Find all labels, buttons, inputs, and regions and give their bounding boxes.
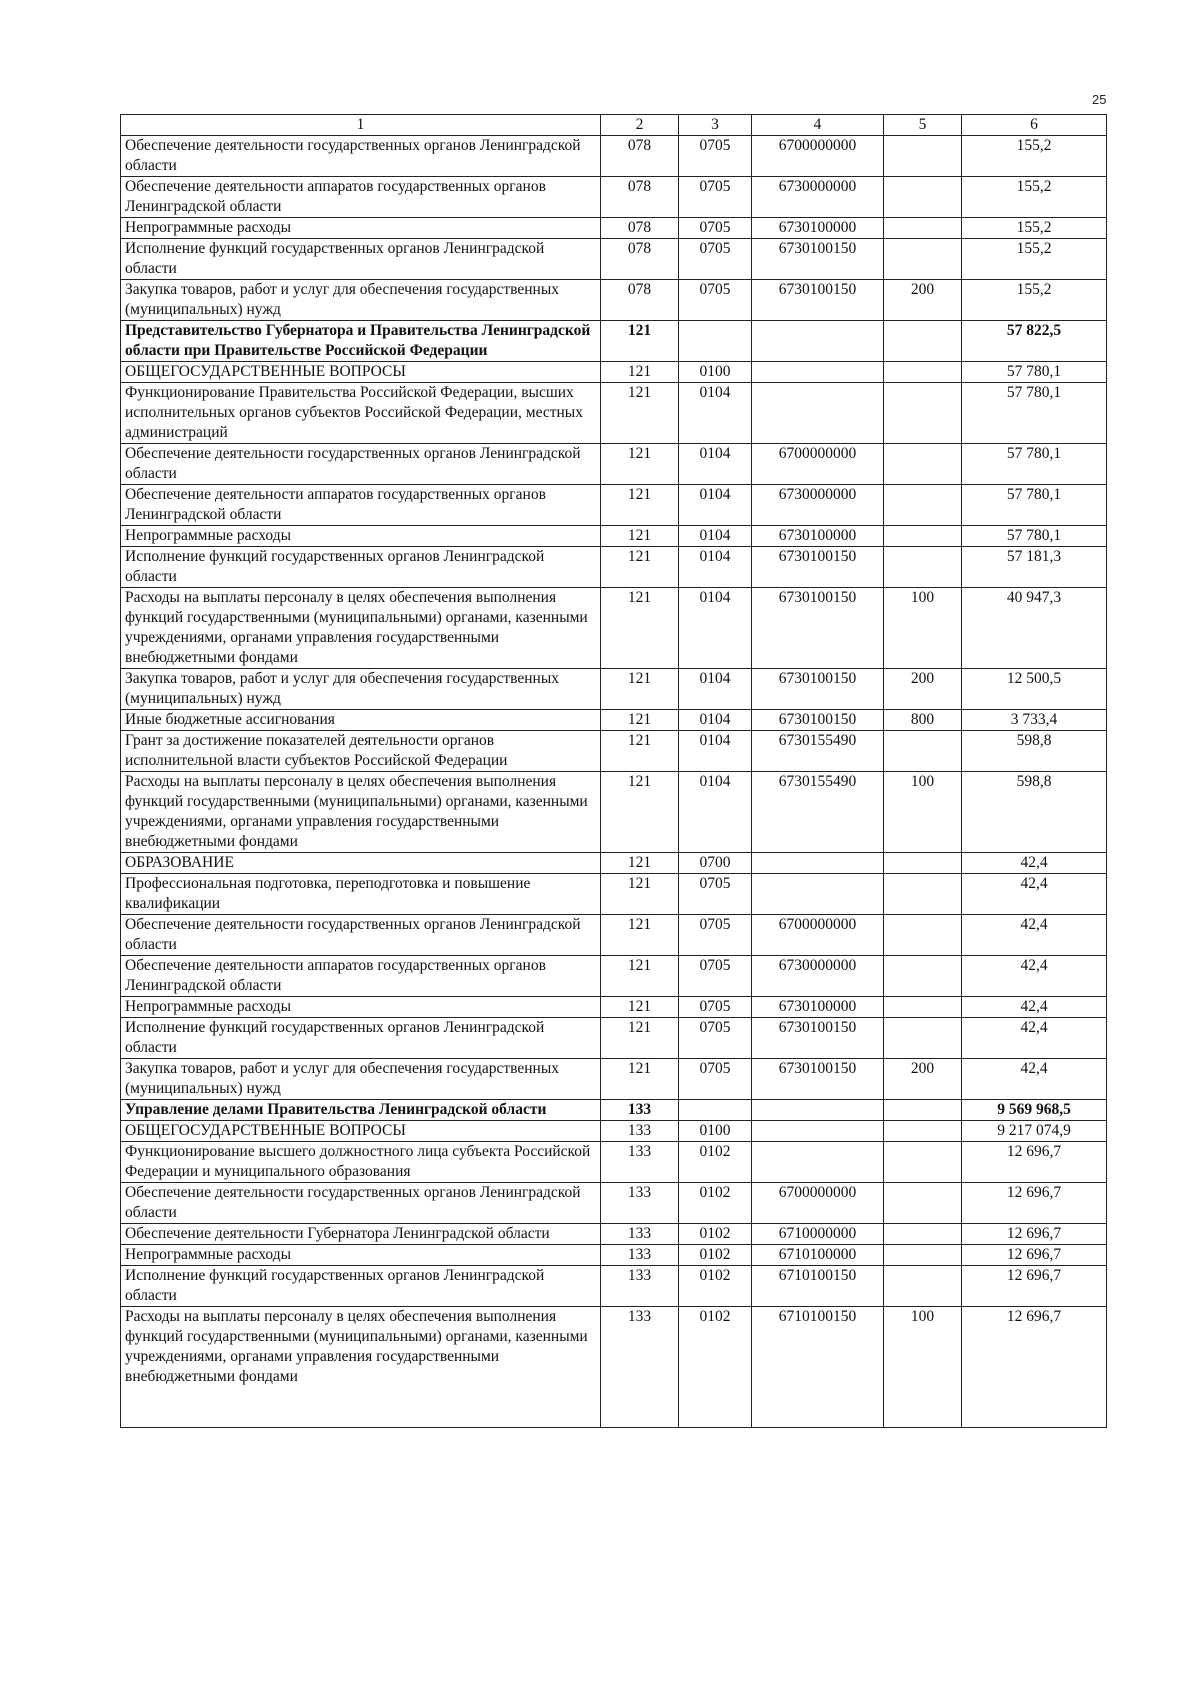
row-expense-type-cell — [884, 218, 962, 239]
row-target-article-cell — [752, 853, 884, 874]
table-row — [121, 136, 1107, 177]
header-col-4: 4 — [752, 115, 884, 136]
row-expense-type-cell: 100 — [884, 772, 962, 853]
row-target-article-cell: 6710100150 — [752, 1307, 884, 1428]
row-section-cell: 0705 — [679, 956, 752, 997]
row-target-article-cell: 6710000000 — [752, 1224, 884, 1245]
row-code-cell: 121 — [601, 362, 679, 383]
row-expense-type-cell — [884, 321, 962, 362]
row-expense-type-cell — [884, 731, 962, 772]
row-amount-cell: 598,8 — [962, 731, 1107, 772]
row-expense-type-cell — [884, 444, 962, 485]
row-name-cell: Профессиональная подготовка, переподготовка и повышение квалификации — [121, 874, 601, 915]
row-code-cell: 078 — [601, 280, 679, 321]
row-name-cell: Обеспечение деятельности аппаратов государственных органов Ленинградской области — [121, 956, 601, 997]
table-row — [121, 444, 1107, 485]
row-code-cell: 121 — [601, 1018, 679, 1059]
row-amount-cell: 12 696,7 — [962, 1307, 1107, 1428]
row-expense-type-cell — [884, 177, 962, 218]
row-expense-type-cell — [884, 1100, 962, 1121]
table-row — [121, 485, 1107, 526]
header-row — [121, 115, 1107, 136]
row-expense-type-cell — [884, 547, 962, 588]
row-expense-type-cell: 200 — [884, 280, 962, 321]
row-target-article-cell: 6730100150 — [752, 280, 884, 321]
row-target-article-cell — [752, 383, 884, 444]
header-col-3: 3 — [679, 115, 752, 136]
row-name-cell: Обеспечение деятельности государственных органов Ленинградской области — [121, 136, 601, 177]
row-section-cell: 0104 — [679, 485, 752, 526]
row-expense-type-cell — [884, 915, 962, 956]
row-name-cell: Исполнение функций государственных органов Ленинградской области — [121, 1018, 601, 1059]
row-expense-type-cell: 100 — [884, 1307, 962, 1428]
header-col-2: 2 — [601, 115, 679, 136]
row-expense-type-cell: 200 — [884, 669, 962, 710]
row-target-article-cell: 6730100150 — [752, 1018, 884, 1059]
row-amount-cell: 57 181,3 — [962, 547, 1107, 588]
row-code-cell: 121 — [601, 997, 679, 1018]
row-name-cell: Расходы на выплаты персоналу в целях обеспечения выполнения функций государственными (муниципальными) органами, казенными учреждениями, органами управления государственными внебюджетными фондами — [121, 1307, 601, 1428]
row-code-cell: 078 — [601, 239, 679, 280]
row-code-cell: 121 — [601, 669, 679, 710]
page-number: 25 — [1092, 92, 1107, 107]
row-amount-cell: 155,2 — [962, 239, 1107, 280]
row-section-cell: 0705 — [679, 136, 752, 177]
row-section-cell: 0100 — [679, 1121, 752, 1142]
row-target-article-cell: 6730000000 — [752, 485, 884, 526]
row-section-cell: 0102 — [679, 1266, 752, 1307]
table-row — [121, 362, 1107, 383]
row-target-article-cell: 6730100150 — [752, 547, 884, 588]
row-section-cell: 0104 — [679, 588, 752, 669]
row-name-cell: ОБЩЕГОСУДАРСТВЕННЫЕ ВОПРОСЫ — [121, 362, 601, 383]
table-row — [121, 710, 1107, 731]
row-expense-type-cell — [884, 956, 962, 997]
table-row — [121, 239, 1107, 280]
row-code-cell: 121 — [601, 526, 679, 547]
row-target-article-cell: 6730100150 — [752, 239, 884, 280]
row-code-cell: 133 — [601, 1266, 679, 1307]
row-code-cell: 121 — [601, 853, 679, 874]
row-section-cell — [679, 321, 752, 362]
row-name-cell: Исполнение функций государственных органов Ленинградской области — [121, 239, 601, 280]
row-code-cell: 133 — [601, 1224, 679, 1245]
row-section-cell: 0705 — [679, 915, 752, 956]
row-target-article-cell: 6700000000 — [752, 136, 884, 177]
table-row — [121, 1142, 1107, 1183]
row-section-cell: 0705 — [679, 997, 752, 1018]
row-section-cell: 0705 — [679, 239, 752, 280]
row-section-cell: 0705 — [679, 1059, 752, 1100]
row-target-article-cell — [752, 1100, 884, 1121]
row-amount-cell: 12 500,5 — [962, 669, 1107, 710]
row-expense-type-cell — [884, 1018, 962, 1059]
row-expense-type-cell — [884, 485, 962, 526]
row-expense-type-cell: 100 — [884, 588, 962, 669]
row-name-cell: Закупка товаров, работ и услуг для обеспечения государственных (муниципальных) нужд — [121, 280, 601, 321]
row-code-cell: 133 — [601, 1121, 679, 1142]
row-target-article-cell — [752, 874, 884, 915]
row-code-cell: 121 — [601, 710, 679, 731]
row-name-cell: Обеспечение деятельности государственных органов Ленинградской области — [121, 915, 601, 956]
row-code-cell: 121 — [601, 874, 679, 915]
row-target-article-cell — [752, 362, 884, 383]
row-section-cell: 0104 — [679, 710, 752, 731]
row-name-cell: Функционирование высшего должностного лица субъекта Российской Федерации и муниципального образования — [121, 1142, 601, 1183]
row-name-cell: Грант за достижение показателей деятельности органов исполнительной власти субъектов Российской Федерации — [121, 731, 601, 772]
row-name-cell: Функционирование Правительства Российской Федерации, высших исполнительных органов субъектов Российской Федерации, местных администраций — [121, 383, 601, 444]
table-row — [121, 383, 1107, 444]
row-amount-cell: 57 780,1 — [962, 526, 1107, 547]
row-target-article-cell: 6710100150 — [752, 1266, 884, 1307]
row-section-cell: 0102 — [679, 1245, 752, 1266]
row-target-article-cell: 6710100000 — [752, 1245, 884, 1266]
row-target-article-cell: 6730100150 — [752, 669, 884, 710]
row-name-cell: Исполнение функций государственных органов Ленинградской области — [121, 547, 601, 588]
row-amount-cell: 57 780,1 — [962, 383, 1107, 444]
row-expense-type-cell — [884, 526, 962, 547]
row-expense-type-cell — [884, 1121, 962, 1142]
row-code-cell: 121 — [601, 915, 679, 956]
row-amount-cell: 12 696,7 — [962, 1266, 1107, 1307]
row-amount-cell: 57 780,1 — [962, 362, 1107, 383]
row-name-cell: Непрограммные расходы — [121, 1245, 601, 1266]
row-name-cell: Закупка товаров, работ и услуг для обеспечения государственных (муниципальных) нужд — [121, 669, 601, 710]
row-target-article-cell: 6730100150 — [752, 1059, 884, 1100]
table-row — [121, 1245, 1107, 1266]
row-section-cell: 0705 — [679, 177, 752, 218]
row-code-cell: 133 — [601, 1100, 679, 1121]
row-amount-cell: 57 822,5 — [962, 321, 1107, 362]
row-amount-cell: 12 696,7 — [962, 1142, 1107, 1183]
row-code-cell: 121 — [601, 588, 679, 669]
row-name-cell: Обеспечение деятельности государственных органов Ленинградской области — [121, 444, 601, 485]
table-row — [121, 874, 1107, 915]
row-section-cell: 0705 — [679, 1018, 752, 1059]
row-name-cell: ОБЩЕГОСУДАРСТВЕННЫЕ ВОПРОСЫ — [121, 1121, 601, 1142]
header-col-5: 5 — [884, 115, 962, 136]
table-row — [121, 1307, 1107, 1428]
row-target-article-cell: 6730100000 — [752, 218, 884, 239]
row-name-cell: Управление делами Правительства Ленинградской области — [121, 1100, 601, 1121]
row-amount-cell: 57 780,1 — [962, 444, 1107, 485]
header-col-6: 6 — [962, 115, 1107, 136]
row-amount-cell: 42,4 — [962, 956, 1107, 997]
row-code-cell: 078 — [601, 177, 679, 218]
row-name-cell: Иные бюджетные ассигнования — [121, 710, 601, 731]
row-section-cell: 0700 — [679, 853, 752, 874]
row-name-cell: Непрограммные расходы — [121, 997, 601, 1018]
table-row — [121, 526, 1107, 547]
row-expense-type-cell: 800 — [884, 710, 962, 731]
row-name-cell: Обеспечение деятельности Губернатора Ленинградской области — [121, 1224, 601, 1245]
row-section-cell: 0102 — [679, 1224, 752, 1245]
row-expense-type-cell — [884, 136, 962, 177]
table-row — [121, 731, 1107, 772]
row-name-cell: Обеспечение деятельности аппаратов государственных органов Ленинградской области — [121, 177, 601, 218]
row-expense-type-cell — [884, 362, 962, 383]
row-amount-cell: 155,2 — [962, 218, 1107, 239]
row-amount-cell: 42,4 — [962, 1018, 1107, 1059]
row-name-cell: ОБРАЗОВАНИЕ — [121, 853, 601, 874]
table-row — [121, 669, 1107, 710]
table-row — [121, 321, 1107, 362]
row-target-article-cell: 6700000000 — [752, 915, 884, 956]
row-expense-type-cell — [884, 997, 962, 1018]
row-code-cell: 121 — [601, 1059, 679, 1100]
row-section-cell: 0104 — [679, 669, 752, 710]
table-row — [121, 177, 1107, 218]
row-amount-cell: 42,4 — [962, 874, 1107, 915]
row-amount-cell: 155,2 — [962, 136, 1107, 177]
row-target-article-cell: 6730100150 — [752, 588, 884, 669]
row-code-cell: 133 — [601, 1307, 679, 1428]
row-section-cell: 0705 — [679, 218, 752, 239]
row-name-cell: Расходы на выплаты персоналу в целях обеспечения выполнения функций государственными (муниципальными) органами, казенными учреждениями, органами управления государственными внебюджетными фондами — [121, 772, 601, 853]
row-section-cell: 0104 — [679, 383, 752, 444]
row-code-cell: 133 — [601, 1183, 679, 1224]
table-row — [121, 1059, 1107, 1100]
row-amount-cell: 155,2 — [962, 177, 1107, 218]
row-target-article-cell: 6730155490 — [752, 731, 884, 772]
row-section-cell — [679, 1100, 752, 1121]
row-target-article-cell — [752, 1121, 884, 1142]
budget-table — [120, 114, 1107, 1428]
row-code-cell: 121 — [601, 444, 679, 485]
row-section-cell: 0104 — [679, 731, 752, 772]
row-section-cell: 0104 — [679, 772, 752, 853]
header-col-1: 1 — [121, 115, 601, 136]
row-code-cell: 078 — [601, 136, 679, 177]
row-target-article-cell: 6730100150 — [752, 710, 884, 731]
row-expense-type-cell — [884, 383, 962, 444]
table-row — [121, 218, 1107, 239]
row-expense-type-cell: 200 — [884, 1059, 962, 1100]
row-expense-type-cell — [884, 1266, 962, 1307]
row-amount-cell: 598,8 — [962, 772, 1107, 853]
table-row — [121, 1266, 1107, 1307]
row-code-cell: 121 — [601, 772, 679, 853]
row-section-cell: 0104 — [679, 526, 752, 547]
table-body — [121, 136, 1107, 1428]
table-row — [121, 1018, 1107, 1059]
row-name-cell: Представительство Губернатора и Правительства Ленинградской области при Правительстве Российской Федерации — [121, 321, 601, 362]
row-amount-cell: 9 569 968,5 — [962, 1100, 1107, 1121]
table-row — [121, 280, 1107, 321]
row-section-cell: 0102 — [679, 1142, 752, 1183]
table-row — [121, 1183, 1107, 1224]
row-amount-cell: 57 780,1 — [962, 485, 1107, 526]
row-target-article-cell — [752, 321, 884, 362]
row-target-article-cell: 6730000000 — [752, 956, 884, 997]
row-name-cell: Непрограммные расходы — [121, 526, 601, 547]
row-amount-cell: 155,2 — [962, 280, 1107, 321]
row-code-cell: 133 — [601, 1142, 679, 1183]
row-code-cell: 121 — [601, 956, 679, 997]
row-amount-cell: 12 696,7 — [962, 1245, 1107, 1266]
row-code-cell: 121 — [601, 485, 679, 526]
row-amount-cell: 42,4 — [962, 915, 1107, 956]
row-target-article-cell: 6730155490 — [752, 772, 884, 853]
table-row — [121, 915, 1107, 956]
table-row — [121, 547, 1107, 588]
row-name-cell: Непрограммные расходы — [121, 218, 601, 239]
row-code-cell: 078 — [601, 218, 679, 239]
table-row — [121, 956, 1107, 997]
row-name-cell: Исполнение функций государственных органов Ленинградской области — [121, 1266, 601, 1307]
row-expense-type-cell — [884, 853, 962, 874]
row-amount-cell: 12 696,7 — [962, 1183, 1107, 1224]
table-row — [121, 588, 1107, 669]
row-target-article-cell: 6700000000 — [752, 1183, 884, 1224]
row-section-cell: 0102 — [679, 1183, 752, 1224]
row-code-cell: 121 — [601, 547, 679, 588]
row-target-article-cell: 6730000000 — [752, 177, 884, 218]
row-expense-type-cell — [884, 1245, 962, 1266]
row-code-cell: 121 — [601, 383, 679, 444]
row-amount-cell: 42,4 — [962, 853, 1107, 874]
row-amount-cell: 12 696,7 — [962, 1224, 1107, 1245]
row-target-article-cell: 6700000000 — [752, 444, 884, 485]
row-code-cell: 121 — [601, 321, 679, 362]
row-section-cell: 0104 — [679, 547, 752, 588]
row-section-cell: 0100 — [679, 362, 752, 383]
row-expense-type-cell — [884, 1183, 962, 1224]
row-name-cell: Обеспечение деятельности государственных органов Ленинградской области — [121, 1183, 601, 1224]
table-row — [121, 772, 1107, 853]
row-target-article-cell: 6730100000 — [752, 997, 884, 1018]
row-amount-cell: 42,4 — [962, 997, 1107, 1018]
row-target-article-cell: 6730100000 — [752, 526, 884, 547]
table-row — [121, 1224, 1107, 1245]
table-row — [121, 1100, 1107, 1121]
row-code-cell: 133 — [601, 1245, 679, 1266]
row-amount-cell: 9 217 074,9 — [962, 1121, 1107, 1142]
row-expense-type-cell — [884, 1224, 962, 1245]
row-code-cell: 121 — [601, 731, 679, 772]
table-row — [121, 1121, 1107, 1142]
row-amount-cell: 42,4 — [962, 1059, 1107, 1100]
row-expense-type-cell — [884, 874, 962, 915]
table-row — [121, 997, 1107, 1018]
row-name-cell: Закупка товаров, работ и услуг для обеспечения государственных (муниципальных) нужд — [121, 1059, 601, 1100]
row-section-cell: 0102 — [679, 1307, 752, 1428]
row-amount-cell: 3 733,4 — [962, 710, 1107, 731]
row-target-article-cell — [752, 1142, 884, 1183]
table-row — [121, 853, 1107, 874]
row-section-cell: 0705 — [679, 874, 752, 915]
row-section-cell: 0705 — [679, 280, 752, 321]
row-expense-type-cell — [884, 1142, 962, 1183]
row-amount-cell: 40 947,3 — [962, 588, 1107, 669]
row-name-cell: Расходы на выплаты персоналу в целях обеспечения выполнения функций государственными (муниципальными) органами, казенными учреждениями, органами управления государственными внебюджетными фондами — [121, 588, 601, 669]
row-section-cell: 0104 — [679, 444, 752, 485]
row-name-cell: Обеспечение деятельности аппаратов государственных органов Ленинградской области — [121, 485, 601, 526]
row-expense-type-cell — [884, 239, 962, 280]
